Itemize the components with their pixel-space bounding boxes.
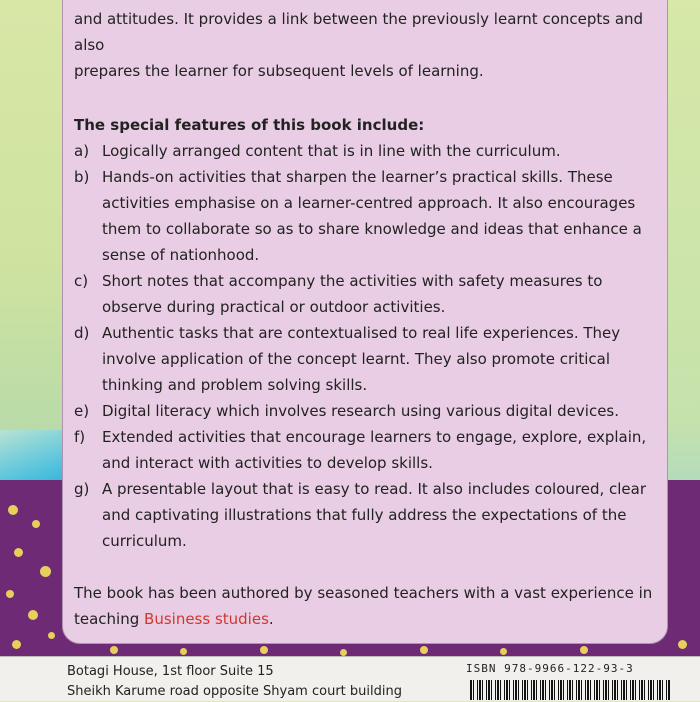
closing-paragraph — [74, 580, 664, 632]
decor-dot — [48, 632, 55, 639]
decor-dot — [32, 520, 40, 528]
feature-item — [74, 320, 664, 398]
decor-dot — [260, 646, 268, 654]
decor-dot — [580, 646, 588, 654]
feature-text: A presentable layout that is easy to read. It also includes coloured, clear and captivating illustrations that fully address the expectations of the curriculum. — [102, 480, 647, 550]
feature-item — [74, 164, 664, 268]
feature-letter: c) — [74, 272, 89, 290]
feature-item — [74, 476, 664, 554]
decor-dot — [340, 649, 347, 656]
features-list — [74, 138, 664, 554]
decor-dot — [110, 646, 118, 654]
feature-letter: e) — [74, 402, 90, 420]
closing-text: The book has been authored by seasoned teachers with a vast experience in teaching — [74, 584, 653, 628]
feature-item — [74, 138, 664, 164]
address-line-2: Sheikh Karume road opposite Shyam court building — [67, 684, 402, 699]
feature-text: Extended activities that encourage learners to engage, explore, explain, and interact with activities to develop skills. — [102, 428, 647, 472]
decor-dot — [8, 505, 18, 515]
content — [74, 0, 664, 632]
decor-dot — [6, 590, 14, 598]
feature-letter: g) — [74, 480, 90, 498]
features-heading: The special features of this book include: — [74, 116, 425, 134]
intro-line-1: and attitudes. It provides a link between the previously learnt concepts and also — [74, 10, 644, 54]
feature-letter: f) — [74, 428, 86, 446]
intro-line-2: prepares the learner for subsequent levels of learning. — [74, 62, 484, 80]
feature-item — [74, 268, 664, 320]
decor-dot — [678, 640, 687, 649]
decor-dot — [40, 566, 51, 577]
feature-text: Short notes that accompany the activities with safety measures to observe during practical or outdoor activities. — [102, 272, 603, 316]
decor-dot — [180, 648, 187, 655]
barcode — [470, 680, 670, 700]
closing-period: . — [268, 610, 274, 628]
feature-item — [74, 424, 664, 476]
feature-text: Logically arranged content that is in line with the curriculum. — [102, 142, 561, 160]
feature-text: Digital literacy which involves research using various digital devices. — [102, 402, 620, 420]
feature-text: Hands-on activities that sharpen the learner’s practical skills. These activities emphasise on a learner-centred approach. It also encourages them to collaborate so as to share knowledge and ideas that enhance a sense of nationhood. — [102, 168, 642, 264]
feature-letter: a) — [74, 142, 90, 160]
isbn-number: ISBN 978-9966-122-93-3 — [466, 662, 634, 675]
intro-paragraph — [74, 6, 664, 84]
decor-dot — [420, 646, 428, 654]
decor-dot — [14, 548, 23, 557]
address-line-1: Botagi House, 1st floor Suite 15 — [67, 664, 274, 679]
feature-letter: d) — [74, 324, 90, 342]
decor-dot — [500, 648, 507, 655]
feature-text: Authentic tasks that are contextualised to real life experiences. They involve application of the concept learnt. They also promote critical thinking and problem solving skills. — [102, 324, 621, 394]
decor-dot — [28, 610, 38, 620]
decor-dot — [12, 640, 21, 649]
feature-item — [74, 398, 664, 424]
feature-letter: b) — [74, 168, 90, 186]
subject-highlight: Business studies — [144, 610, 269, 628]
publisher-address — [67, 662, 447, 702]
